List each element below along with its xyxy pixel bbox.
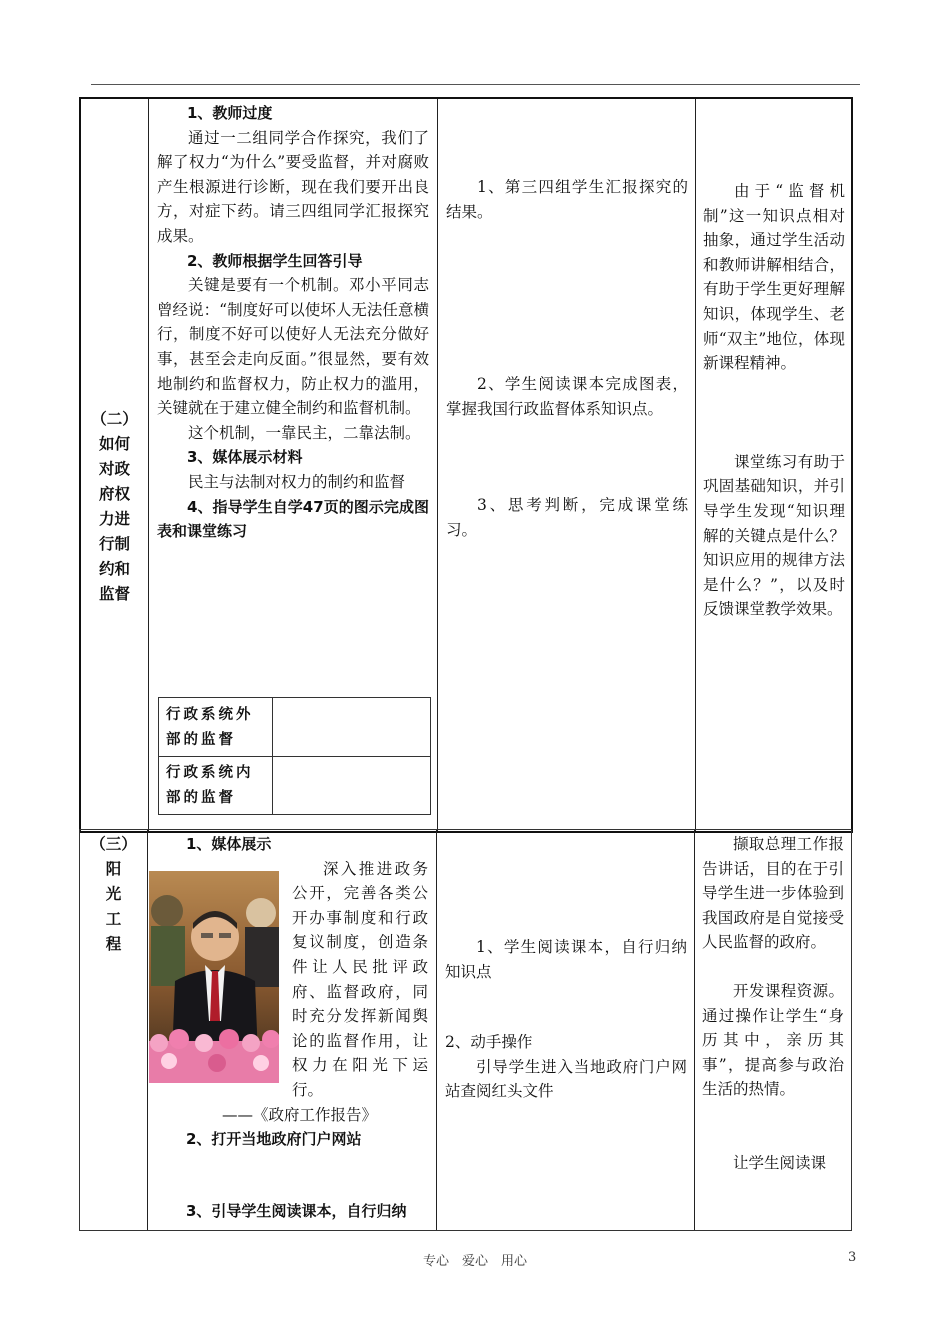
page-footer: 专心 爱心 用心 <box>422 1254 527 1269</box>
column-divider <box>695 99 696 831</box>
paragraph: 民主与法制对权力的制约和监督 <box>188 472 406 491</box>
column-divider <box>437 99 438 831</box>
table-row <box>159 698 430 757</box>
column-divider <box>694 830 695 1230</box>
column-divider <box>148 99 149 831</box>
paragraph: 1、第三四组学生汇报探究的结果。 <box>446 178 688 221</box>
table-cell: 行政系统外部的监督 <box>166 707 254 748</box>
paragraph: 由于“监督机制”这一知识点相对抽象，通过学生活动和教师讲解相结合，有助于学生更好理解知识，体现学生、老师“双主”地位，体现新课程精神。 <box>703 182 845 373</box>
column-divider <box>147 830 148 1230</box>
paragraph: 让学生阅读课 <box>733 1153 827 1172</box>
report-quote: 深入推进政务公开，完善各类公开办事制度和行政复议制度，创造条件让人民批评政府、监督政府，同时充分发挥新闻舆论的监督作用，让权力在阳光下运行。 <box>292 859 428 1099</box>
supervision-table <box>158 697 431 815</box>
section-label: （二） 如何 对政 府权 力进 行制 约和 监督 <box>91 410 138 603</box>
paragraph: 2、学生阅读课本完成图表，掌握我国行政监督体系知识点。 <box>446 375 688 418</box>
heading: 2、教师根据学生回答引导 <box>187 251 363 270</box>
heading: 4、指导学生自学47页的图示完成图表和课堂练习 <box>157 497 429 541</box>
heading: 1、教师过度 <box>187 104 273 122</box>
paragraph: 通过一二组同学合作探究，我们了解了权力“为什么”要受监督，并对腐败产生根源进行诊断，现在我们要开出良方，对症下药。请三四组同学汇报探究成果。 <box>157 128 429 245</box>
student-activity <box>445 935 687 1104</box>
paragraph: 这个机制，一靠民主，二靠法制。 <box>188 423 421 442</box>
teacher-activity <box>157 101 429 544</box>
heading: 1、媒体展示 <box>186 835 272 853</box>
column-divider <box>436 830 437 1230</box>
heading: 2、打开当地政府门户网站 <box>186 1130 362 1149</box>
table-cell: 行政系统内部的监督 <box>166 765 254 806</box>
paragraph: 课堂练习有助于巩固基础知识，并引导学生发现“知识理解的关键点是什么？知识应用的规律方法是什么？”，以及时反馈课堂教学效果。 <box>703 452 845 619</box>
paragraph: 开发课程资源。通过操作让学生“身历其中，亲历其事”，提高参与政治生活的热情。 <box>702 981 844 1099</box>
table-row <box>159 756 430 814</box>
paragraph: 2、动手操作 <box>445 1033 533 1052</box>
student-activity <box>446 175 688 543</box>
heading: 3、引导学生阅读课本，自行归纳 <box>186 1201 407 1220</box>
paragraph: 3、思考判断，完成课堂练习。 <box>446 496 688 539</box>
paragraph: 引导学生进入当地政府门户网站查阅红头文件 <box>445 1057 687 1101</box>
paragraph: 1、学生阅读课本，自行归纳知识点 <box>445 938 687 981</box>
header-rule <box>91 84 860 85</box>
heading: 3、媒体展示材料 <box>187 448 303 467</box>
quote-source: ——《政府工作报告》 <box>222 1105 378 1124</box>
paragraph: 关键是要有一个机制。邓小平同志曾经说：“制度好可以使坏人无法任意横行，制度不好可以使好人无法充分做好事，甚至会走向反面。”很显然，要有效地制约和监督权力，防止权力的滥用，关键就在于建立健全制约和监督机制。 <box>157 276 429 418</box>
paragraph: 撷取总理工作报告讲话，目的在于引导学生进一步体验到我国政府是自觉接受人民监督的政府。 <box>702 835 844 952</box>
design-intent <box>702 832 844 1176</box>
premier-photo <box>149 871 279 1083</box>
section-label: （三） 阳 光 工 程 <box>90 835 137 953</box>
page-number: 3 <box>848 1250 857 1265</box>
design-intent <box>703 179 845 622</box>
